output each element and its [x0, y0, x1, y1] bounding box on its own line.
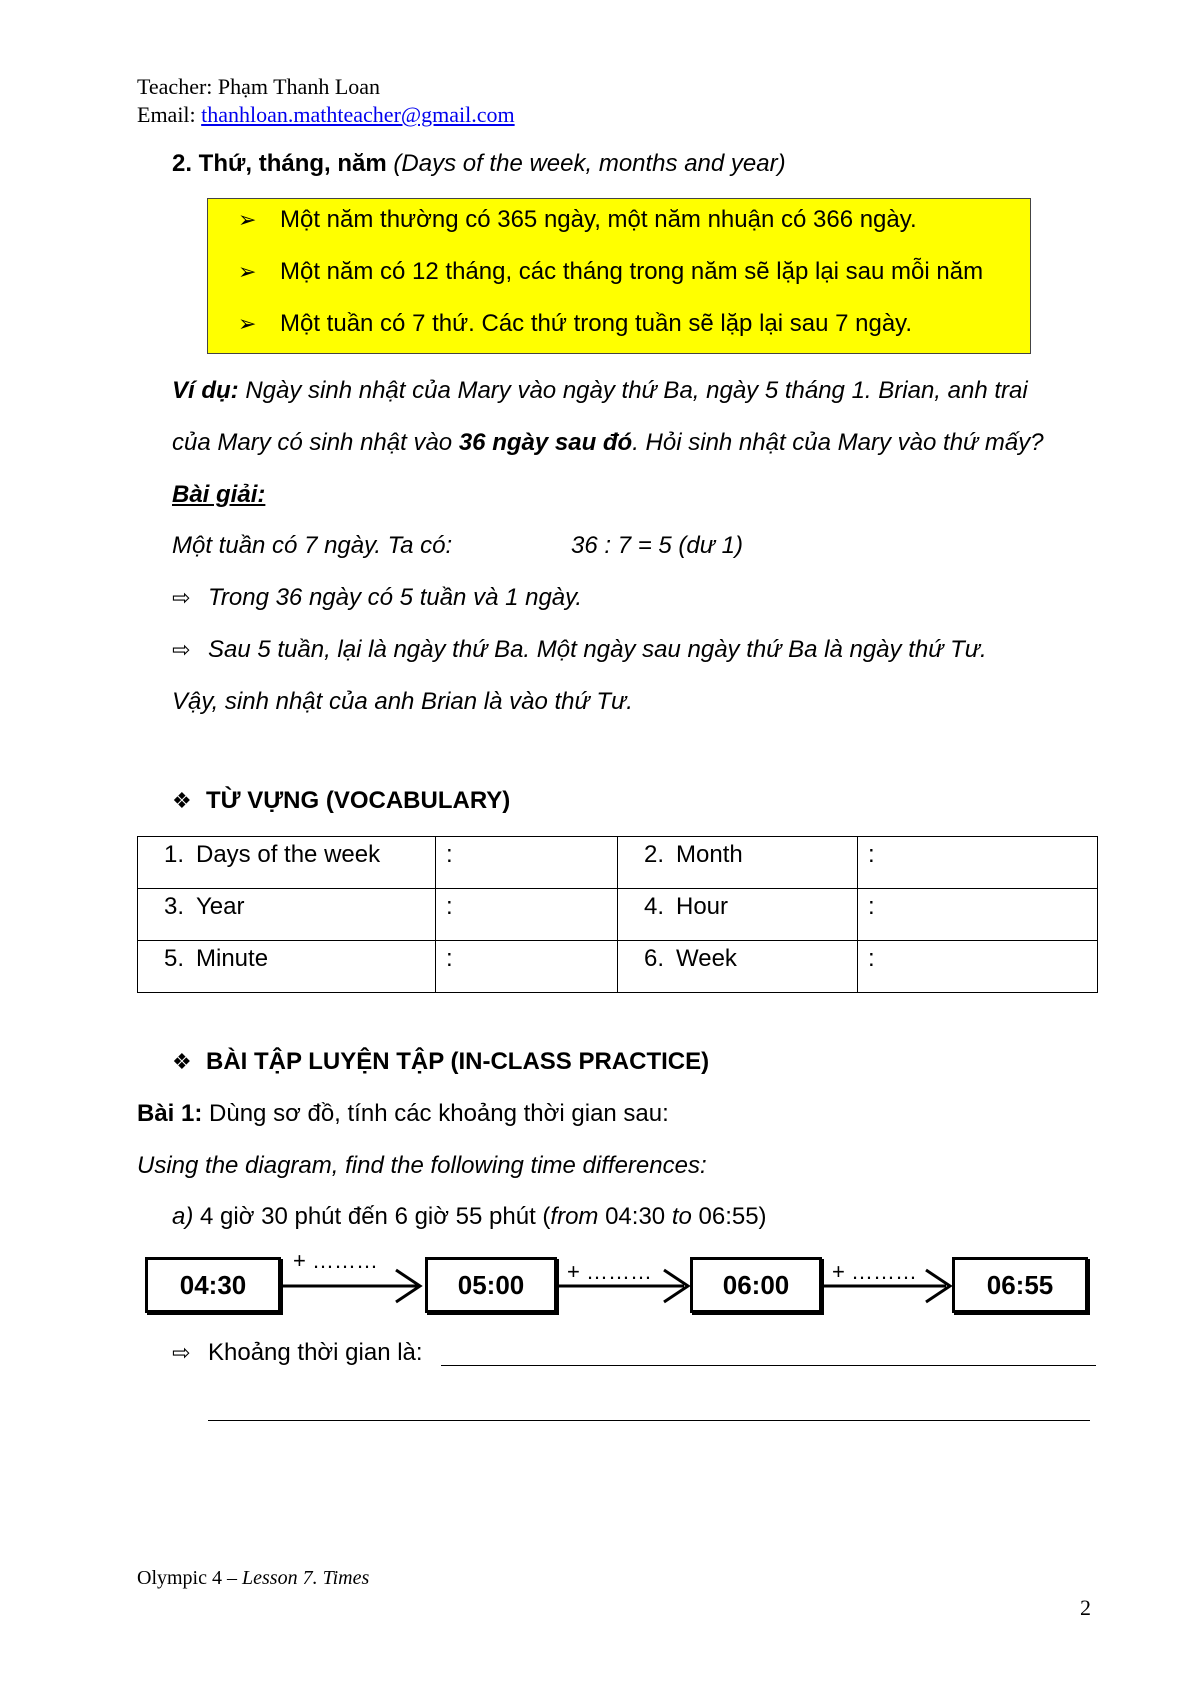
- exercise-1-english: Using the diagram, find the following time differences:: [137, 1152, 707, 1179]
- vocab-table: [137, 836, 1098, 993]
- footer-lesson: Lesson 7. Times: [242, 1567, 370, 1589]
- implies-arrow-icon: ⇨: [172, 585, 191, 610]
- fact-text: Một năm thường có 365 ngày, một năm nhuận có 366 ngày.: [280, 206, 917, 233]
- vocab-answer-cell[interactable]: [436, 837, 618, 889]
- part-text-from: from: [550, 1203, 599, 1230]
- table-row: [138, 837, 1098, 889]
- term-number: 3.: [163, 893, 184, 920]
- plus-blank[interactable]: + ………: [567, 1259, 652, 1284]
- part-text-to: to: [671, 1203, 692, 1230]
- time-box: [145, 1257, 281, 1313]
- step-text: Một tuần có 7 ngày. Ta có:: [172, 532, 453, 559]
- term-text: Minute: [196, 945, 269, 972]
- solution-step-1: [172, 530, 452, 562]
- implies-arrow-icon: ⇨: [172, 637, 191, 662]
- answer-blank-line[interactable]: [208, 1420, 1090, 1421]
- vocab-heading: [172, 785, 510, 817]
- vocab-answer-cell[interactable]: [858, 837, 1098, 889]
- example-text: của Mary có sinh nhật vào: [172, 429, 453, 456]
- example-line-1: [172, 375, 1028, 407]
- vocab-answer-cell[interactable]: [436, 941, 618, 993]
- colon-text: :: [446, 841, 453, 868]
- term-number: 2.: [643, 841, 664, 868]
- example-text: . Hỏi sinh nhật của Mary vào thứ mấy?: [632, 429, 1044, 456]
- footer: [137, 1566, 369, 1590]
- part-text: 06:55): [691, 1203, 767, 1230]
- time-box: [690, 1257, 822, 1313]
- section-heading-bold: 2. Thứ, tháng, năm: [172, 150, 387, 177]
- part-a-line: [172, 1201, 767, 1233]
- implies-arrow-icon: ⇨: [172, 1340, 191, 1365]
- vocab-answer-cell[interactable]: [858, 889, 1098, 941]
- time-label: 06:55: [986, 1269, 1054, 1300]
- term-text: Hour: [676, 893, 729, 920]
- arrow-bullet-icon: ➢: [238, 207, 257, 232]
- vocab-answer-cell[interactable]: [858, 941, 1098, 993]
- fact-item: [238, 257, 983, 287]
- email-link[interactable]: thanhloan.mathteacher@gmail.com: [201, 102, 515, 127]
- vocab-answer-cell[interactable]: [436, 889, 618, 941]
- time-label: 05:00: [457, 1269, 525, 1300]
- arrow-bullet-icon: ➢: [238, 311, 257, 336]
- solution-step-2: [172, 582, 582, 614]
- example-highlight: 36 ngày sau đó: [458, 429, 633, 456]
- vocab-term-cell: [618, 941, 858, 993]
- answer-label: Khoảng thời gian là:: [208, 1339, 423, 1366]
- term-text: Year: [196, 893, 245, 920]
- arrow-bullet-icon: ➢: [238, 259, 257, 284]
- section-heading: [172, 148, 786, 180]
- fact-text: Một năm có 12 tháng, các tháng trong năm sẽ lặp lại sau mỗi năm: [280, 258, 984, 285]
- term-text: Month: [676, 841, 743, 868]
- term-number: 5.: [163, 945, 184, 972]
- vocab-term-cell: [618, 889, 858, 941]
- practice-title: BÀI TẬP LUYỆN TẬP (IN-CLASS PRACTICE): [206, 1048, 710, 1075]
- answer-line: [172, 1337, 423, 1369]
- solution-conclusion: [172, 686, 633, 718]
- step-text: Trong 36 ngày có 5 tuần và 1 ngày.: [208, 584, 583, 611]
- part-text: 4 giờ 30 phút đến 6 giờ 55 phút (: [200, 1203, 551, 1230]
- solution-label-line: [172, 479, 265, 511]
- step-text: Sau 5 tuần, lại là ngày thứ Ba. Một ngày sau ngày thứ Ba là ngày thứ Tư.: [208, 636, 987, 663]
- colon-text: :: [868, 893, 875, 920]
- key-facts-box: [207, 198, 1031, 354]
- footer-course: Olympic 4 –: [137, 1567, 237, 1589]
- term-text: Days of the week: [196, 841, 381, 868]
- table-row: [138, 941, 1098, 993]
- term-number: 6.: [643, 945, 664, 972]
- example-line-2: [172, 427, 1044, 459]
- fact-text: Một tuần có 7 thứ. Các thứ trong tuần sẽ lặp lại sau 7 ngày.: [280, 310, 913, 337]
- fact-item: [238, 205, 917, 235]
- time-box: [425, 1257, 557, 1313]
- colon-text: :: [446, 945, 453, 972]
- fact-item: [238, 309, 912, 339]
- conclusion-text: Vậy, sinh nhật của anh Brian là vào thứ Tư.: [172, 688, 633, 715]
- vocab-term-cell: [618, 837, 858, 889]
- colon-text: :: [446, 893, 453, 920]
- term-text: Week: [676, 945, 737, 972]
- example-label: Ví dụ:: [172, 377, 239, 404]
- solution-step-3: [172, 634, 987, 666]
- vocab-term-cell: [138, 889, 436, 941]
- teacher-line: [137, 74, 380, 100]
- practice-heading: [172, 1046, 709, 1078]
- page-number: 2: [1080, 1595, 1091, 1620]
- calc-text: 36 : 7 = 5 (dư 1): [571, 532, 743, 559]
- colon-text: :: [868, 841, 875, 868]
- teacher-label: Teacher:: [137, 74, 213, 99]
- answer-blank-line[interactable]: [441, 1365, 1096, 1366]
- time-box: [952, 1257, 1088, 1313]
- solution-label: Bài giải:: [172, 481, 266, 508]
- table-row: [138, 889, 1098, 941]
- example-text: Ngày sinh nhật của Mary vào ngày thứ Ba, ngày 5 tháng 1. Brian, anh trai: [245, 377, 1028, 404]
- teacher-name: Phạm Thanh Loan: [217, 74, 381, 99]
- exercise-text: Dùng sơ đồ, tính các khoảng thời gian sau:: [209, 1100, 669, 1127]
- vocab-term-cell: [138, 941, 436, 993]
- diamond-bullet-icon: ❖: [172, 1049, 192, 1074]
- email-label: Email:: [137, 102, 196, 127]
- part-label: a): [172, 1203, 194, 1230]
- plus-blank[interactable]: + ………: [832, 1259, 917, 1284]
- part-text: 04:30: [598, 1203, 672, 1230]
- vocab-term-cell: [138, 837, 436, 889]
- vocab-title: TỪ VỰNG (VOCABULARY): [206, 787, 511, 814]
- term-number: 4.: [643, 893, 664, 920]
- plus-blank[interactable]: + ………: [293, 1248, 378, 1273]
- exercise-label: Bài 1:: [137, 1100, 203, 1127]
- colon-text: :: [868, 945, 875, 972]
- exercise-1-line: [137, 1098, 669, 1130]
- email-line: [137, 102, 515, 128]
- solution-calc: [571, 530, 743, 562]
- time-label: 04:30: [179, 1269, 247, 1300]
- section-heading-italic: (Days of the week, months and year): [393, 150, 786, 177]
- time-label: 06:00: [722, 1269, 790, 1300]
- diamond-bullet-icon: ❖: [172, 788, 192, 813]
- term-number: 1.: [163, 841, 184, 868]
